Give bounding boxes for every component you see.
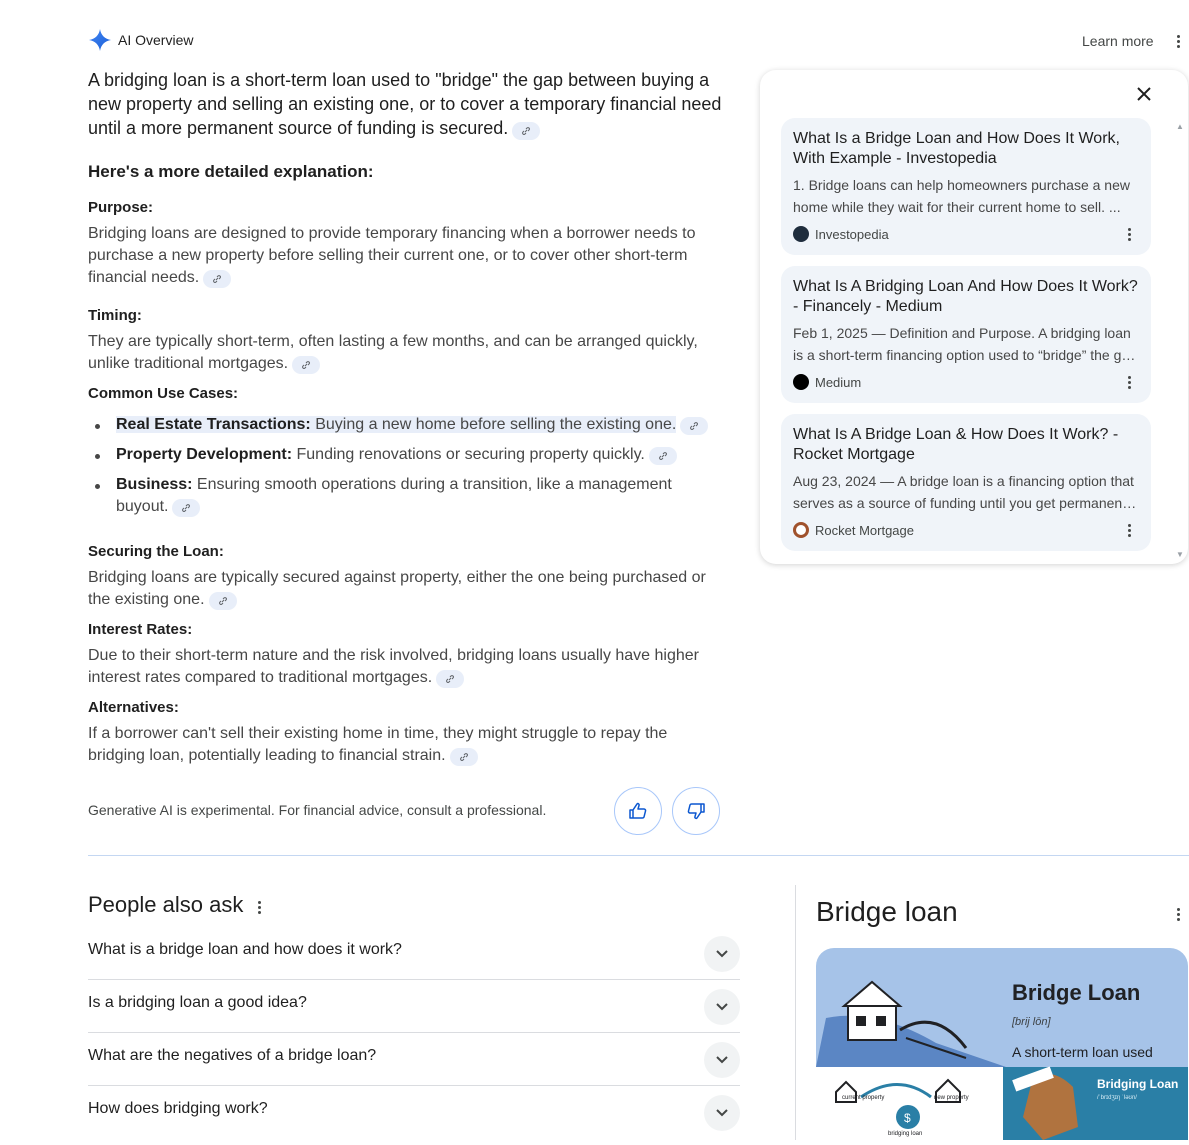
bridge-diagram-icon [816, 1067, 1001, 1140]
detail-heading: Here's a more detailed explanation: [88, 162, 374, 181]
citation-link-icon[interactable] [450, 748, 478, 766]
source-snippet: 1. Bridge loans can help homeowners purchase a new home while they wait for their current home to sell. ... [793, 177, 1130, 215]
use-cases-heading: Common Use Cases: [88, 385, 239, 402]
knowledge-panel-title: Bridge loan [816, 896, 958, 927]
sources-panel [760, 70, 1188, 564]
citation-link-icon[interactable] [680, 417, 708, 435]
use-case-text: Funding renovations or securing property quickly. [292, 446, 645, 463]
chevron-down-icon[interactable] [704, 989, 740, 1025]
more-options-icon[interactable] [1170, 903, 1186, 925]
source-snippet: Aug 23, 2024 — A bridge loan is a financing option that serves as a source of funding until you get permanent [793, 473, 1134, 511]
paa-question-item[interactable] [88, 1033, 740, 1086]
purpose-text-block [88, 223, 728, 289]
securing-heading: Securing the Loan: [88, 543, 224, 560]
list-item [88, 444, 728, 466]
paa-question-text[interactable]: What are the negatives of a bridge loan? [88, 1047, 377, 1064]
scroll-up-arrow-icon[interactable]: ▲ [1176, 122, 1184, 131]
sparkle-icon [88, 28, 112, 52]
intro-text: A bridging loan is a short-term loan used to "bridge" the gap between buying a new property and selling an existing one, or to cover a temporary financial need until a more permanent source of funding is secured. [88, 70, 722, 138]
more-options-icon[interactable] [251, 896, 267, 918]
scroll-down-arrow-icon[interactable]: ▼ [1176, 550, 1184, 559]
image-phonetic: [brij lōn] [1012, 1016, 1051, 1028]
use-cases-list [88, 414, 728, 526]
thumbs-up-icon [628, 801, 648, 821]
more-options-icon[interactable] [1170, 30, 1186, 52]
purpose-text: Bridging loans are designed to provide temporary financing when a borrower needs to purchase a new property before selling their current one, or to cover other short-term financial needs. [88, 225, 696, 286]
people-also-ask-title: People also ask [88, 892, 244, 917]
source-card-investopedia[interactable] [781, 118, 1151, 255]
citation-link-icon[interactable] [203, 270, 231, 288]
paa-question-item[interactable] [88, 980, 740, 1033]
list-item [88, 414, 728, 436]
source-title[interactable]: What Is A Bridge Loan & How Does It Work? - Rocket Mortgage [793, 426, 1119, 463]
bridging-loan-definition-image[interactable] [1003, 1067, 1188, 1140]
source-title[interactable]: What Is a Bridge Loan and How Does It Work, With Example - Investopedia [793, 130, 1120, 167]
alternatives-text-block [88, 723, 728, 767]
image-phonetic: /ˈbrɪdʒɪŋ ˈləʊn/ [1097, 1095, 1137, 1101]
image-heading: Bridging Loan [1097, 1077, 1179, 1091]
chevron-down-icon[interactable] [704, 1042, 740, 1078]
securing-text-block [88, 567, 728, 611]
list-item [88, 474, 728, 518]
use-case-text: Buying a new home before selling the existing one. [310, 416, 677, 433]
source-card-rocket-mortgage[interactable] [781, 414, 1151, 551]
source-title[interactable]: What Is A Bridging Loan And How Does It Work? - Financely - Medium [793, 278, 1138, 315]
bridge-loan-image[interactable] [816, 948, 1188, 1067]
column-divider [795, 885, 796, 1140]
thumbs-down-icon [686, 801, 706, 821]
diagram-label: current property [842, 1095, 885, 1101]
paa-question-item[interactable] [88, 927, 740, 980]
image-subtext: A short-term loan used [1012, 1044, 1153, 1060]
ai-disclaimer: Generative AI is experimental. For financial advice, consult a professional. [88, 802, 547, 818]
source-card-medium[interactable] [781, 266, 1151, 403]
use-case-label: Property Development: [116, 446, 293, 463]
hand-illustration-icon [1003, 1067, 1093, 1140]
chevron-down-icon[interactable] [704, 1095, 740, 1131]
timing-text-block [88, 331, 728, 375]
bridging-loan-diagram-image[interactable] [816, 1067, 1001, 1140]
interest-heading: Interest Rates: [88, 621, 193, 638]
ai-overview-title: AI Overview [118, 32, 194, 48]
source-site [793, 224, 1139, 244]
diagram-label: bridging loan [888, 1131, 923, 1137]
interest-text-block [88, 645, 728, 689]
interest-text: Due to their short-term nature and the risk involved, bridging loans usually have higher interest rates compared to traditional mortgages. [88, 647, 699, 686]
more-options-icon[interactable] [1121, 372, 1137, 392]
source-site-name: Rocket Mortgage [815, 522, 914, 538]
citation-link-icon[interactable] [436, 670, 464, 688]
ai-overview-header [88, 28, 1188, 56]
source-site-name: Medium [815, 374, 862, 390]
source-site [793, 520, 1139, 540]
paa-question-text[interactable]: Is a bridging loan a good idea? [88, 994, 307, 1011]
svg-text:$: $ [904, 1111, 911, 1125]
image-heading: Bridge Loan [1012, 980, 1141, 1005]
learn-more-link[interactable]: Learn more [1082, 33, 1154, 49]
alternatives-heading: Alternatives: [88, 699, 179, 716]
citation-link-icon[interactable] [512, 122, 540, 140]
source-snippet: Feb 1, 2025 — Definition and Purpose. A bridging loan is a short-term financing option used to “bridge” the gap [793, 325, 1137, 363]
section-divider [88, 855, 1189, 856]
thumbs-up-button[interactable] [614, 787, 662, 835]
close-icon[interactable] [1132, 82, 1156, 106]
medium-favicon-icon [793, 374, 809, 390]
paa-question-text[interactable]: How does bridging work? [88, 1100, 268, 1117]
timing-text: They are typically short-term, often lasting a few months, and can be arranged quickly, unlike traditional mortgages. [88, 333, 698, 372]
rocket-mortgage-favicon-icon [793, 522, 809, 538]
timing-heading: Timing: [88, 307, 142, 324]
citation-link-icon[interactable] [649, 447, 677, 465]
securing-text: Bridging loans are typically secured against property, either the one being purchased or the existing one. [88, 569, 706, 608]
house-illustration-icon [816, 948, 1006, 1067]
citation-link-icon[interactable] [292, 356, 320, 374]
more-options-icon[interactable] [1121, 520, 1137, 540]
purpose-heading: Purpose: [88, 199, 154, 216]
thumbs-down-button[interactable] [672, 787, 720, 835]
overview-intro [88, 68, 728, 140]
citation-link-icon[interactable] [172, 499, 200, 517]
paa-question-text[interactable]: What is a bridge loan and how does it work? [88, 941, 402, 958]
use-case-label: Real Estate Transactions: [116, 416, 311, 433]
use-case-label: Business: [116, 476, 193, 493]
diagram-label: new property [934, 1095, 969, 1101]
paa-question-item[interactable] [88, 1086, 740, 1139]
use-case-text: Ensuring smooth operations during a transition, like a management buyout. [116, 476, 672, 515]
more-options-icon[interactable] [1121, 224, 1137, 244]
chevron-down-icon[interactable] [704, 936, 740, 972]
alternatives-text: If a borrower can't sell their existing home in time, they might struggle to repay the bridging loan, potentially leading to financial strain. [88, 725, 668, 764]
source-site-name: Investopedia [815, 226, 889, 242]
source-site [793, 372, 1139, 392]
investopedia-favicon-icon [793, 226, 809, 242]
citation-link-icon[interactable] [209, 592, 237, 610]
